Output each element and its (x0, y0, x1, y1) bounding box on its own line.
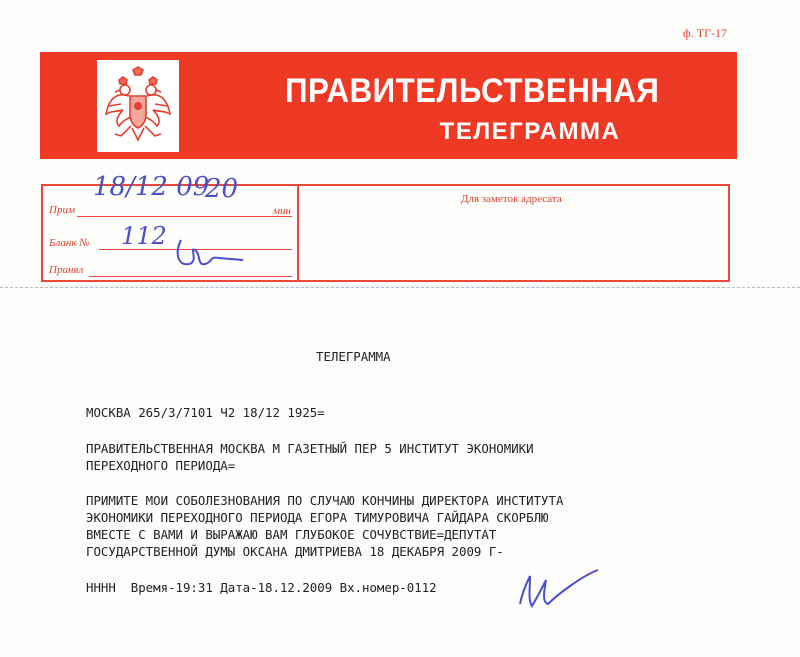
telegram-header-line: МОСКВА 265/3/7101 Ч2 18/12 1925= (86, 405, 325, 420)
handwritten-time: 20 (205, 174, 239, 204)
telegram-heading: ТЕЛЕГРАММА (316, 349, 391, 364)
banner-subtitle: ТЕЛЕГРАММА (439, 118, 621, 145)
receipt-divider (297, 186, 299, 280)
message-line: ВМЕСТЕ С ВАМИ И ВЫРАЖАЮ ВАМ ГЛУБОКОЕ СОЧУВСТВИЕ=ДЕПУТАТ (86, 527, 497, 542)
receipt-box (41, 172, 730, 282)
operator-signature-icon (171, 232, 251, 272)
address-line: ПРАВИТЕЛЬСТВЕННАЯ МОСКВА М ГАЗЕТНЫЙ ПЕР 5 ИНСТИТУТ ЭКОНОМИКИ (86, 441, 534, 456)
recipient-signature-icon (512, 564, 602, 614)
accepted-line (89, 276, 292, 277)
double-headed-eagle-icon (103, 66, 173, 146)
received-line (77, 216, 292, 217)
form-code: ф. ТГ-17 (683, 26, 728, 40)
blank-number-label: Бланк № (49, 237, 90, 249)
minutes-label: мин (273, 205, 291, 217)
coat-of-arms-box (97, 60, 179, 152)
page-divider (0, 287, 800, 288)
handwritten-date: 18/12 09 (93, 172, 210, 202)
handwritten-blank-number: 112 (121, 222, 167, 250)
received-label: Прим (49, 204, 75, 216)
telegram-footer-line: НННН Время-19:31 Дата-18.12.2009 Вх.номер-0112 (86, 580, 437, 595)
banner-title: ПРАВИТЕЛЬСТВЕННАЯ (285, 72, 660, 110)
address-line: ПЕРЕХОДНОГО ПЕРИОДА= (86, 458, 236, 473)
message-line: ГОСУДАРСТВЕННОЙ ДУМЫ ОКСАНА ДМИТРИЕВА 18 ДЕКАБРЯ 2009 Г- (86, 544, 504, 559)
addressee-notes-label: Для заметок адресата (461, 193, 562, 205)
header-banner (40, 52, 737, 159)
accepted-label: Принял (49, 264, 84, 276)
message-line: ЭКОНОМИКИ ПЕРЕХОДНОГО ПЕРИОДА ЕГОРА ТИМУРОВИЧА ГАЙДАРА СКОРБЛЮ (86, 510, 549, 525)
message-line: ПРИМИТЕ МОИ СОБОЛЕЗНОВАНИЯ ПО СЛУЧАЮ КОНЧИНЫ ДИРЕКТОРА ИНСТИТУТА (86, 493, 564, 508)
